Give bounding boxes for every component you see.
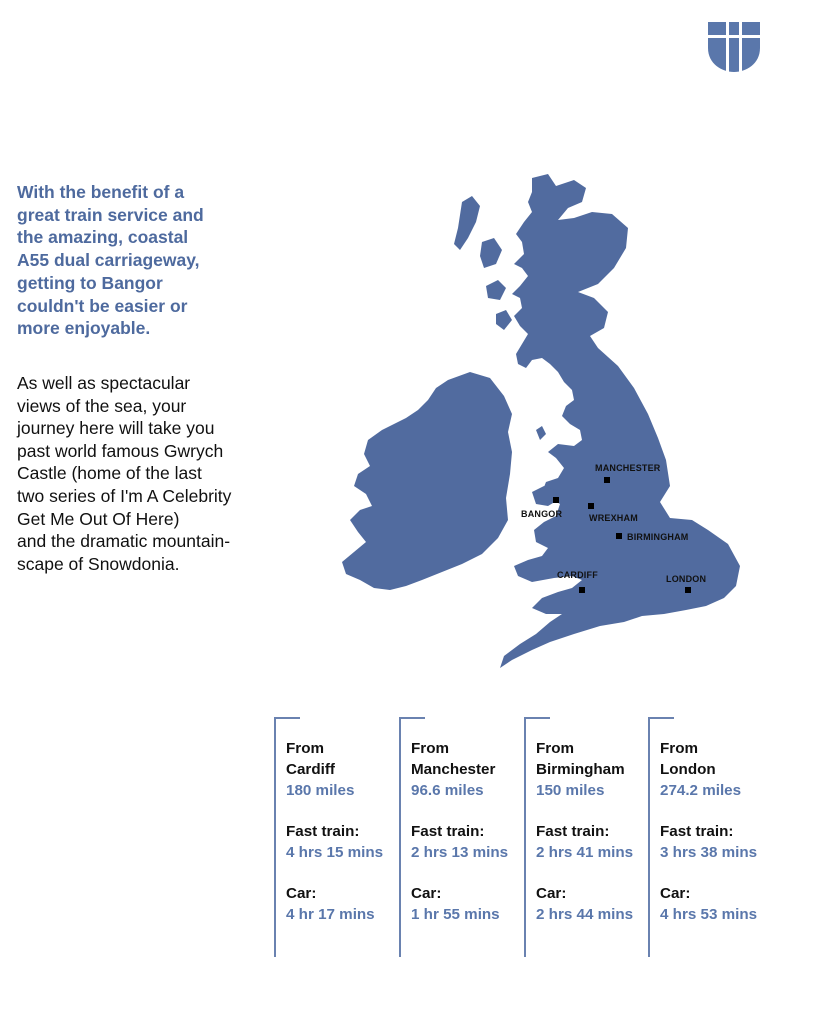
column-bracket <box>399 717 401 957</box>
train-time: 3 hrs 38 mins <box>660 844 758 861</box>
column-bracket <box>524 717 526 957</box>
bangor-marker <box>553 497 559 503</box>
route-column-manchester <box>399 717 523 957</box>
column-bracket-top <box>274 717 300 719</box>
route-column-london <box>648 717 772 957</box>
train-label: Fast train: <box>286 823 360 840</box>
from-city: Manchester <box>411 761 496 778</box>
body-line: views of the sea, your <box>17 395 187 416</box>
intro-line: more enjoyable. <box>17 318 151 339</box>
from-label: From <box>536 740 574 757</box>
cardiff-marker <box>579 587 585 593</box>
distance-value: 274.2 miles <box>660 782 742 799</box>
car-time: 1 hr 55 mins <box>411 906 500 923</box>
car-time: 4 hrs 53 mins <box>660 906 758 923</box>
column-bracket-top <box>648 717 674 719</box>
car-label: Car: <box>411 885 442 902</box>
uk-map-shapes <box>336 168 756 678</box>
intro-line: With the benefit of a <box>17 182 185 202</box>
mull-shape <box>486 280 506 300</box>
car-time: 2 hrs 44 mins <box>536 906 634 923</box>
body-line: two series of I'm A Celebrity <box>17 485 232 506</box>
intro-line: A55 dual carriageway, <box>17 250 200 271</box>
distance-value: 96.6 miles <box>411 782 484 799</box>
uk-map <box>336 168 756 678</box>
city-label-wrexham: WREXHAM <box>589 513 638 523</box>
car-label: Car: <box>286 885 317 902</box>
train-time: 2 hrs 41 mins <box>536 844 634 861</box>
hebrides-shape <box>454 196 480 250</box>
body-line: As well as spectacular <box>17 373 191 393</box>
body-line: journey here will take you <box>17 418 215 439</box>
intro-line: the amazing, coastal <box>17 227 189 248</box>
car-time: 4 hr 17 mins <box>286 906 375 923</box>
wrexham-marker <box>588 503 594 509</box>
body-line: Get Me Out Of Here) <box>17 508 180 529</box>
route-column-birmingham <box>524 717 648 957</box>
column-bracket <box>648 717 650 957</box>
skye-shape <box>480 238 502 268</box>
islay-shape <box>496 310 512 330</box>
train-time: 4 hrs 15 mins <box>286 844 384 861</box>
route-column-cardiff <box>274 717 398 957</box>
city-label-cardiff: CARDIFF <box>557 570 598 580</box>
from-city: Birmingham <box>536 761 625 778</box>
from-label: From <box>660 740 698 757</box>
column-bracket <box>274 717 276 957</box>
body-line: and the dramatic mountain- <box>17 531 231 552</box>
body-line: scape of Snowdonia. <box>17 553 180 574</box>
car-label: Car: <box>536 885 567 902</box>
train-time: 2 hrs 13 mins <box>411 844 509 861</box>
column-bracket-top <box>399 717 425 719</box>
train-label: Fast train: <box>536 823 610 840</box>
distance-value: 180 miles <box>286 782 355 799</box>
city-label-manchester: MANCHESTER <box>595 463 661 473</box>
intro-paragraph <box>17 181 287 340</box>
body-line: past world famous Gwrych <box>17 440 224 461</box>
isle-of-man-shape <box>536 426 546 440</box>
intro-line: getting to Bangor <box>17 272 163 293</box>
train-label: Fast train: <box>411 823 485 840</box>
intro-line: great train service and <box>17 204 204 225</box>
car-label: Car: <box>660 885 691 902</box>
from-label: From <box>286 740 324 757</box>
manchester-marker <box>604 477 610 483</box>
train-label: Fast train: <box>660 823 734 840</box>
city-label-bangor: BANGOR <box>521 509 563 519</box>
crest-shield-logo-icon <box>706 20 762 74</box>
body-line: Castle (home of the last <box>17 463 202 484</box>
distance-value: 150 miles <box>536 782 605 799</box>
ireland-shape <box>342 372 512 590</box>
city-label-london: LONDON <box>666 574 707 584</box>
great-britain-shape <box>500 174 740 668</box>
city-label-birmingham: BIRMINGHAM <box>627 532 689 542</box>
from-label: From <box>411 740 449 757</box>
body-paragraph <box>17 372 292 575</box>
birmingham-marker <box>616 533 622 539</box>
column-bracket-top <box>524 717 550 719</box>
london-marker <box>685 587 691 593</box>
from-city: Cardiff <box>286 761 335 778</box>
from-city: London <box>660 761 716 778</box>
routes-table <box>274 717 794 957</box>
intro-line: couldn't be easier or <box>17 295 188 316</box>
